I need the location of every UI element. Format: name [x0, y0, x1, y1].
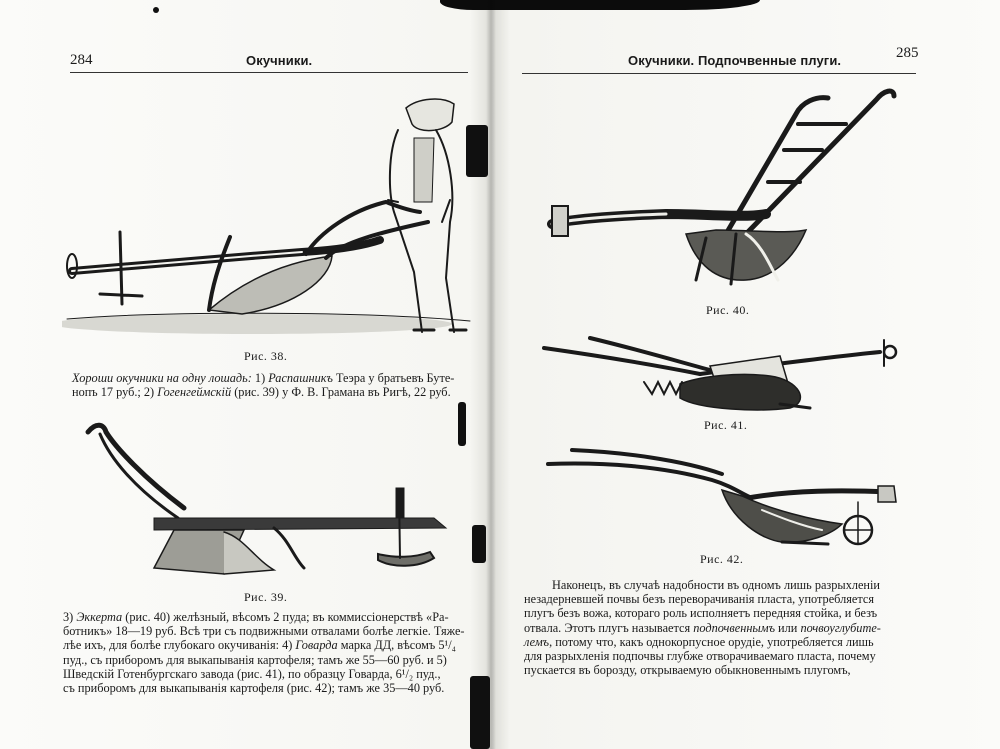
text-line: [63, 638, 473, 652]
text-span: незадерневшей почвы безъ переворачиванія пласта, употребляется: [524, 592, 874, 607]
text-span: нопъ 17 руб.; 2): [72, 385, 158, 400]
text-span: Распашникъ: [268, 371, 333, 385]
text-line: [524, 606, 944, 620]
text-line: [524, 663, 944, 677]
text-span: Наконецъ, въ случаѣ надобности въ одномъ лишь разрыхленіи: [552, 578, 881, 592]
page-number: 284: [70, 52, 93, 68]
text-line: [63, 667, 473, 681]
plough-engraving-42: [542, 440, 906, 548]
text-span: почвоуглубите-: [800, 620, 881, 635]
text-span: лѣе ихъ, для болѣе глубокаго окучиванія: 4): [63, 638, 296, 653]
text-span: (рис. 39) у Ф. В. Грамана въ Ригѣ, 22 руб.: [231, 385, 451, 400]
text-line: [63, 681, 473, 695]
text-line: [524, 592, 944, 606]
text-span: пуд., съ приборомъ для выкапыванія картофеля; тамъ же 55—60 руб. и 5): [63, 652, 447, 667]
text-span: , потому что, какъ однокорпусное орудіе, употребляется лишь: [549, 634, 874, 649]
fig40-caption: Рис. 40.: [706, 303, 750, 317]
text-span: Теэра у братьевъ Буте-: [332, 371, 455, 385]
text-line: [72, 385, 472, 399]
paragraph-1: [72, 371, 472, 399]
text-span: Говарда: [295, 638, 338, 653]
header-rule: [70, 72, 468, 73]
text-line: [63, 610, 473, 624]
text-span: лемъ: [524, 634, 550, 649]
fig42-caption: Рис. 42.: [700, 552, 744, 566]
fig38-caption: Рис. 38.: [244, 349, 288, 363]
running-head: Окучники.: [246, 53, 313, 68]
page-number: 285: [896, 45, 919, 61]
paragraph-3: [524, 578, 944, 677]
text-span: Хороши окучники на одну лошадь:: [72, 371, 252, 385]
text-span: подпочвеннымъ: [693, 620, 775, 635]
right-page: [500, 0, 1000, 749]
text-span: съ приборомъ для выкапыванія картофеля (рис. 42); тамъ же 35—40 руб.: [63, 681, 445, 696]
text-span: Шведскій Готенбургскаго завода (рис. 41), по образцу Говарда, 6¹/₂ пуд.,: [63, 666, 441, 681]
fig41-caption: Рис. 41.: [704, 418, 748, 432]
plough-engraving-40: [546, 84, 906, 294]
text-span: 1): [251, 371, 269, 385]
text-span: Эккерта: [76, 610, 123, 624]
text-line: [63, 624, 473, 638]
running-head: Окучники. Подпочвенные плуги.: [628, 53, 842, 68]
paragraph-2: [63, 610, 473, 695]
plough-engraving-41: [540, 326, 904, 412]
text-line: [524, 621, 944, 635]
text-span: Гогенгеймскій: [157, 385, 232, 400]
text-span: ботникъ» 18—19 руб. Всѣ три съ подвижными отвалами болѣе легкіе. Тяже-: [63, 624, 465, 639]
text-span: отвала. Этотъ плугъ называется: [524, 620, 694, 635]
text-span: (рис. 40) желѣзный, вѣсомъ 2 пуда; въ коммиссіонерствѣ «Ра-: [122, 610, 449, 624]
text-span: марка ДД, вѣсомъ 5¹/₄: [337, 638, 456, 653]
text-line: [72, 371, 472, 385]
plough-engraving-38: [62, 82, 474, 340]
text-span: или: [774, 620, 801, 635]
text-span: пускается въ борозду, открываемую обыкновеннымъ плугомъ,: [524, 663, 851, 678]
text-span: плугъ безъ вожа, котораго роль исполняетъ передняя стойка, и безъ: [524, 606, 878, 621]
left-page: [0, 0, 490, 749]
text-line: [63, 653, 473, 667]
text-line: [524, 635, 944, 649]
fig39-caption: Рис. 39.: [244, 590, 288, 604]
text-span: 3): [63, 610, 77, 624]
plough-engraving-39: [74, 418, 454, 588]
header-rule: [522, 73, 916, 74]
text-span: для разрыхленія подпочвы глубже отворачиваемаго пласта, почему: [524, 649, 876, 664]
text-line: [524, 649, 944, 663]
text-line: [524, 578, 944, 592]
